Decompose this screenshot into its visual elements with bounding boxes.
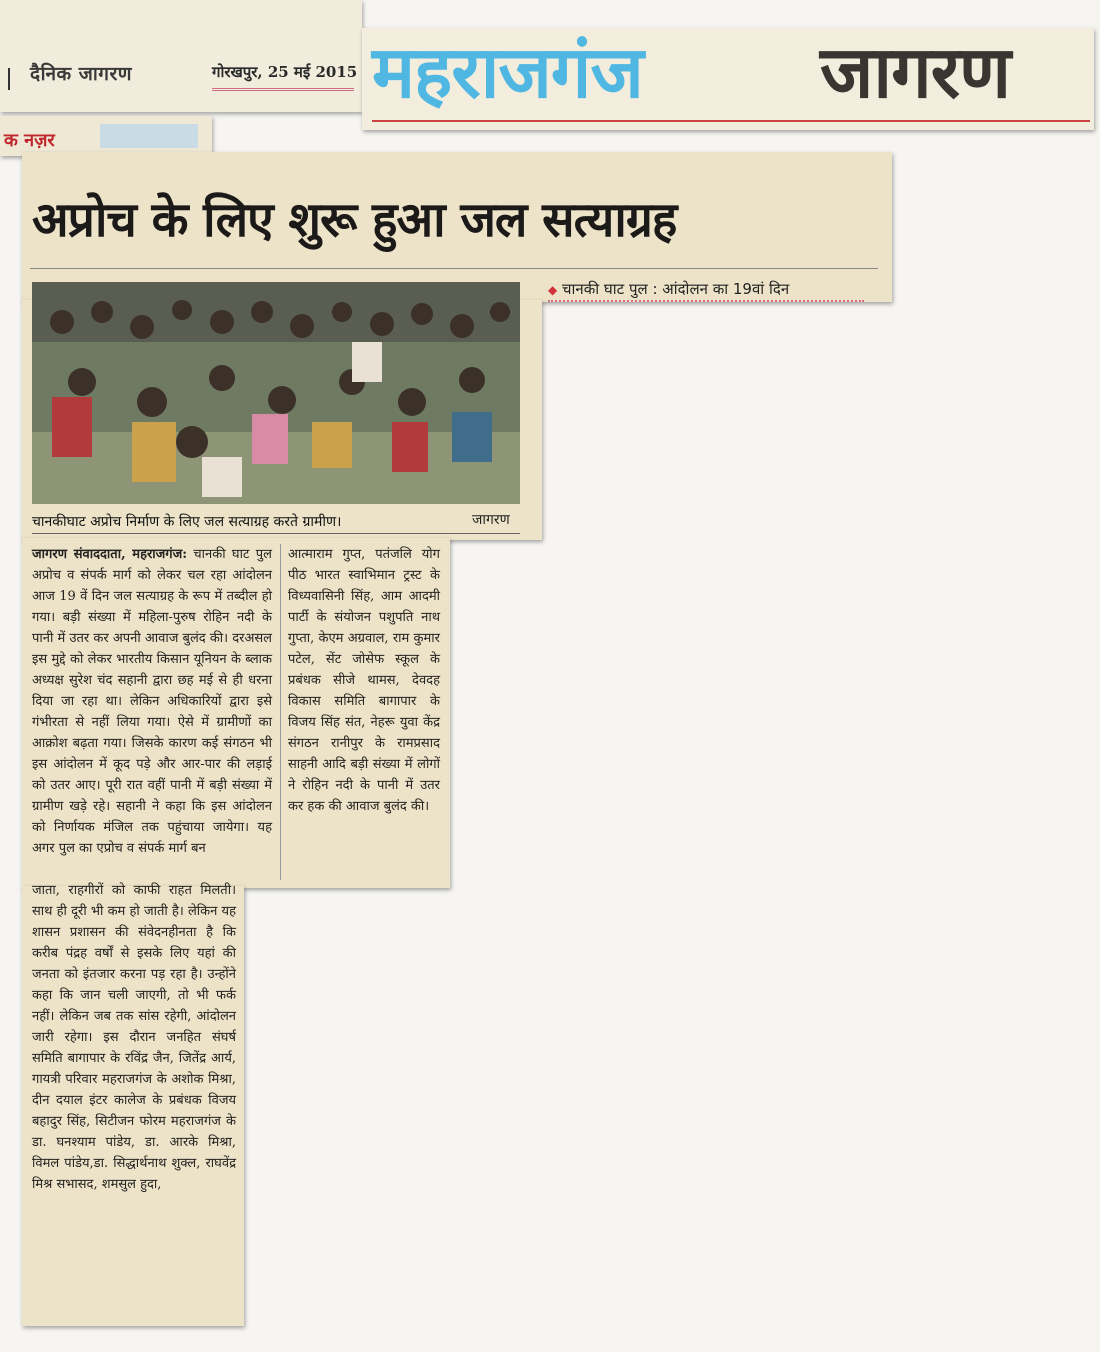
section-tab-highlight [100,124,198,148]
article-kicker: चानकी घाट पुल : आंदोलन का 19वां दिन [562,280,790,298]
article-headline: अप्रोच के लिए शुरू हुआ जल सत्याग्रह [32,192,677,248]
column-divider [280,544,281,880]
section-tab-label: क नज़र [4,130,55,151]
article-column-1-text: चानकी घाट पुल अप्रोच व संपर्क मार्ग को लेकर चल रहा आंदोलन आज 19 वें दिन जल सत्याग्रह के रूप में तब्दील हो गया। बड़ी संख्या में महिला-पुरुष रोहिन नदी के पानी में उतर कर अपनी आवाज बुलंद की। दरअसल इस मुद्दे को लेकर भारतीय किसान यूनियन के ब्लाक अध्यक्ष सुरेश चंद सहानी द्वारा छह मई से ही धरना दिया जा रहा था। लेकिन अधिकारियों द्वारा इसे गंभीरता से नहीं लिया गया। ऐसे में ग्रामीणों का आक्रोश बढ़ता गया। जिसके कारण कई संगठन भी इस आंदोलन में कूद पड़े और आर-पार की लड़ाई को उतर आए। पूरी रात वहीं पानी में बड़ी संख्या में ग्रामीण खड़े रहे। सहानी ने कहा कि इस आंदोलन को निर्णायक मंजिल तक पहुंचाया जायेगा। यह अगर पुल का एप्रोच व संपर्क मार्ग बन [32,547,272,856]
article-column-2: आत्माराम गुप्त, पतंजलि योग पीठ भारत स्वाभिमान ट्रस्ट के विध्यवासिनी सिंह, आम आदमी पार्टी के संयोजन पशुपति नाथ गुप्ता, केएम अग्रवाल, राम कुमार पटेल, सेंट जोसेफ स्कूल के प्रबंधक सीजे थामस, देवदह विकास समिति बागापार के विजय सिंह संत, नेहरू युवा केंद्र संगठन रानीपुर के रामप्रसाद साहनी आदि बड़ी संख्या में लोगों ने रोहिन नदी के पानी में उतर कर हक की आवाज बुलंद की। [288,547,440,814]
masthead-rule [372,120,1090,122]
news-photo [32,282,520,504]
article-column-1 [32,544,272,859]
kicker-bullet-icon: ◆ [548,283,558,297]
photo-caption: चानकीघाट अप्रोच निर्माण के लिए जल सत्याग्रह करते ग्रामीण। [32,514,342,530]
clipping-edge-mark [8,68,10,90]
masthead-city: महराजगंज [372,30,643,114]
masthead-clipping-left [0,0,362,112]
kicker-rule [548,300,864,302]
headline-rule [30,268,878,269]
photo-credit: जागरण [472,512,510,528]
crowd-in-river-image [32,282,520,504]
byline: जागरण संवाददाता, महराजगंज: [32,547,188,562]
dateline-rule [212,88,354,91]
caption-rule [32,533,520,534]
article-column-1-continued: जाता, राहगीरों को काफी राहत मिलती। साथ ही दूरी भी कम हो जाती है। लेकिन यह शासन प्रशासन की संवेदनहीनता है कि करीब पंद्रह वर्षों से इसके लिए यहां की जनता को इंतजार करना पड़ रहा है। उन्होंने कहा कि जान चली जाएगी, तो भी फर्क नहीं। लेकिन जब तक सांस रहेगी, आंदोलन जारी रहेगा। इस दौरान जनहित संघर्ष समिति बागापार के रविंद्र जैन, जितेंद्र आर्य, गायत्री परिवार महराजगंज के अशोक मिश्रा, दीन दयाल इंटर कालेज के प्रबंधक विजय बहादुर सिंह, सिटीजन फोरम महराजगंज के डा. घनश्याम पांडेय, डा. आरके मिश्रा, विमल पांडेय,डा. सिद्धार्थनाथ शुक्ल, राघवेंद्र मिश्र सभासद, शमसुल हुदा, [32,883,236,1192]
masthead-paper: जागरण [820,30,1011,114]
dateline: गोरखपुर, 25 मई 2015 [212,63,358,81]
newspaper-brand: दैनिक जागरण [30,63,132,85]
